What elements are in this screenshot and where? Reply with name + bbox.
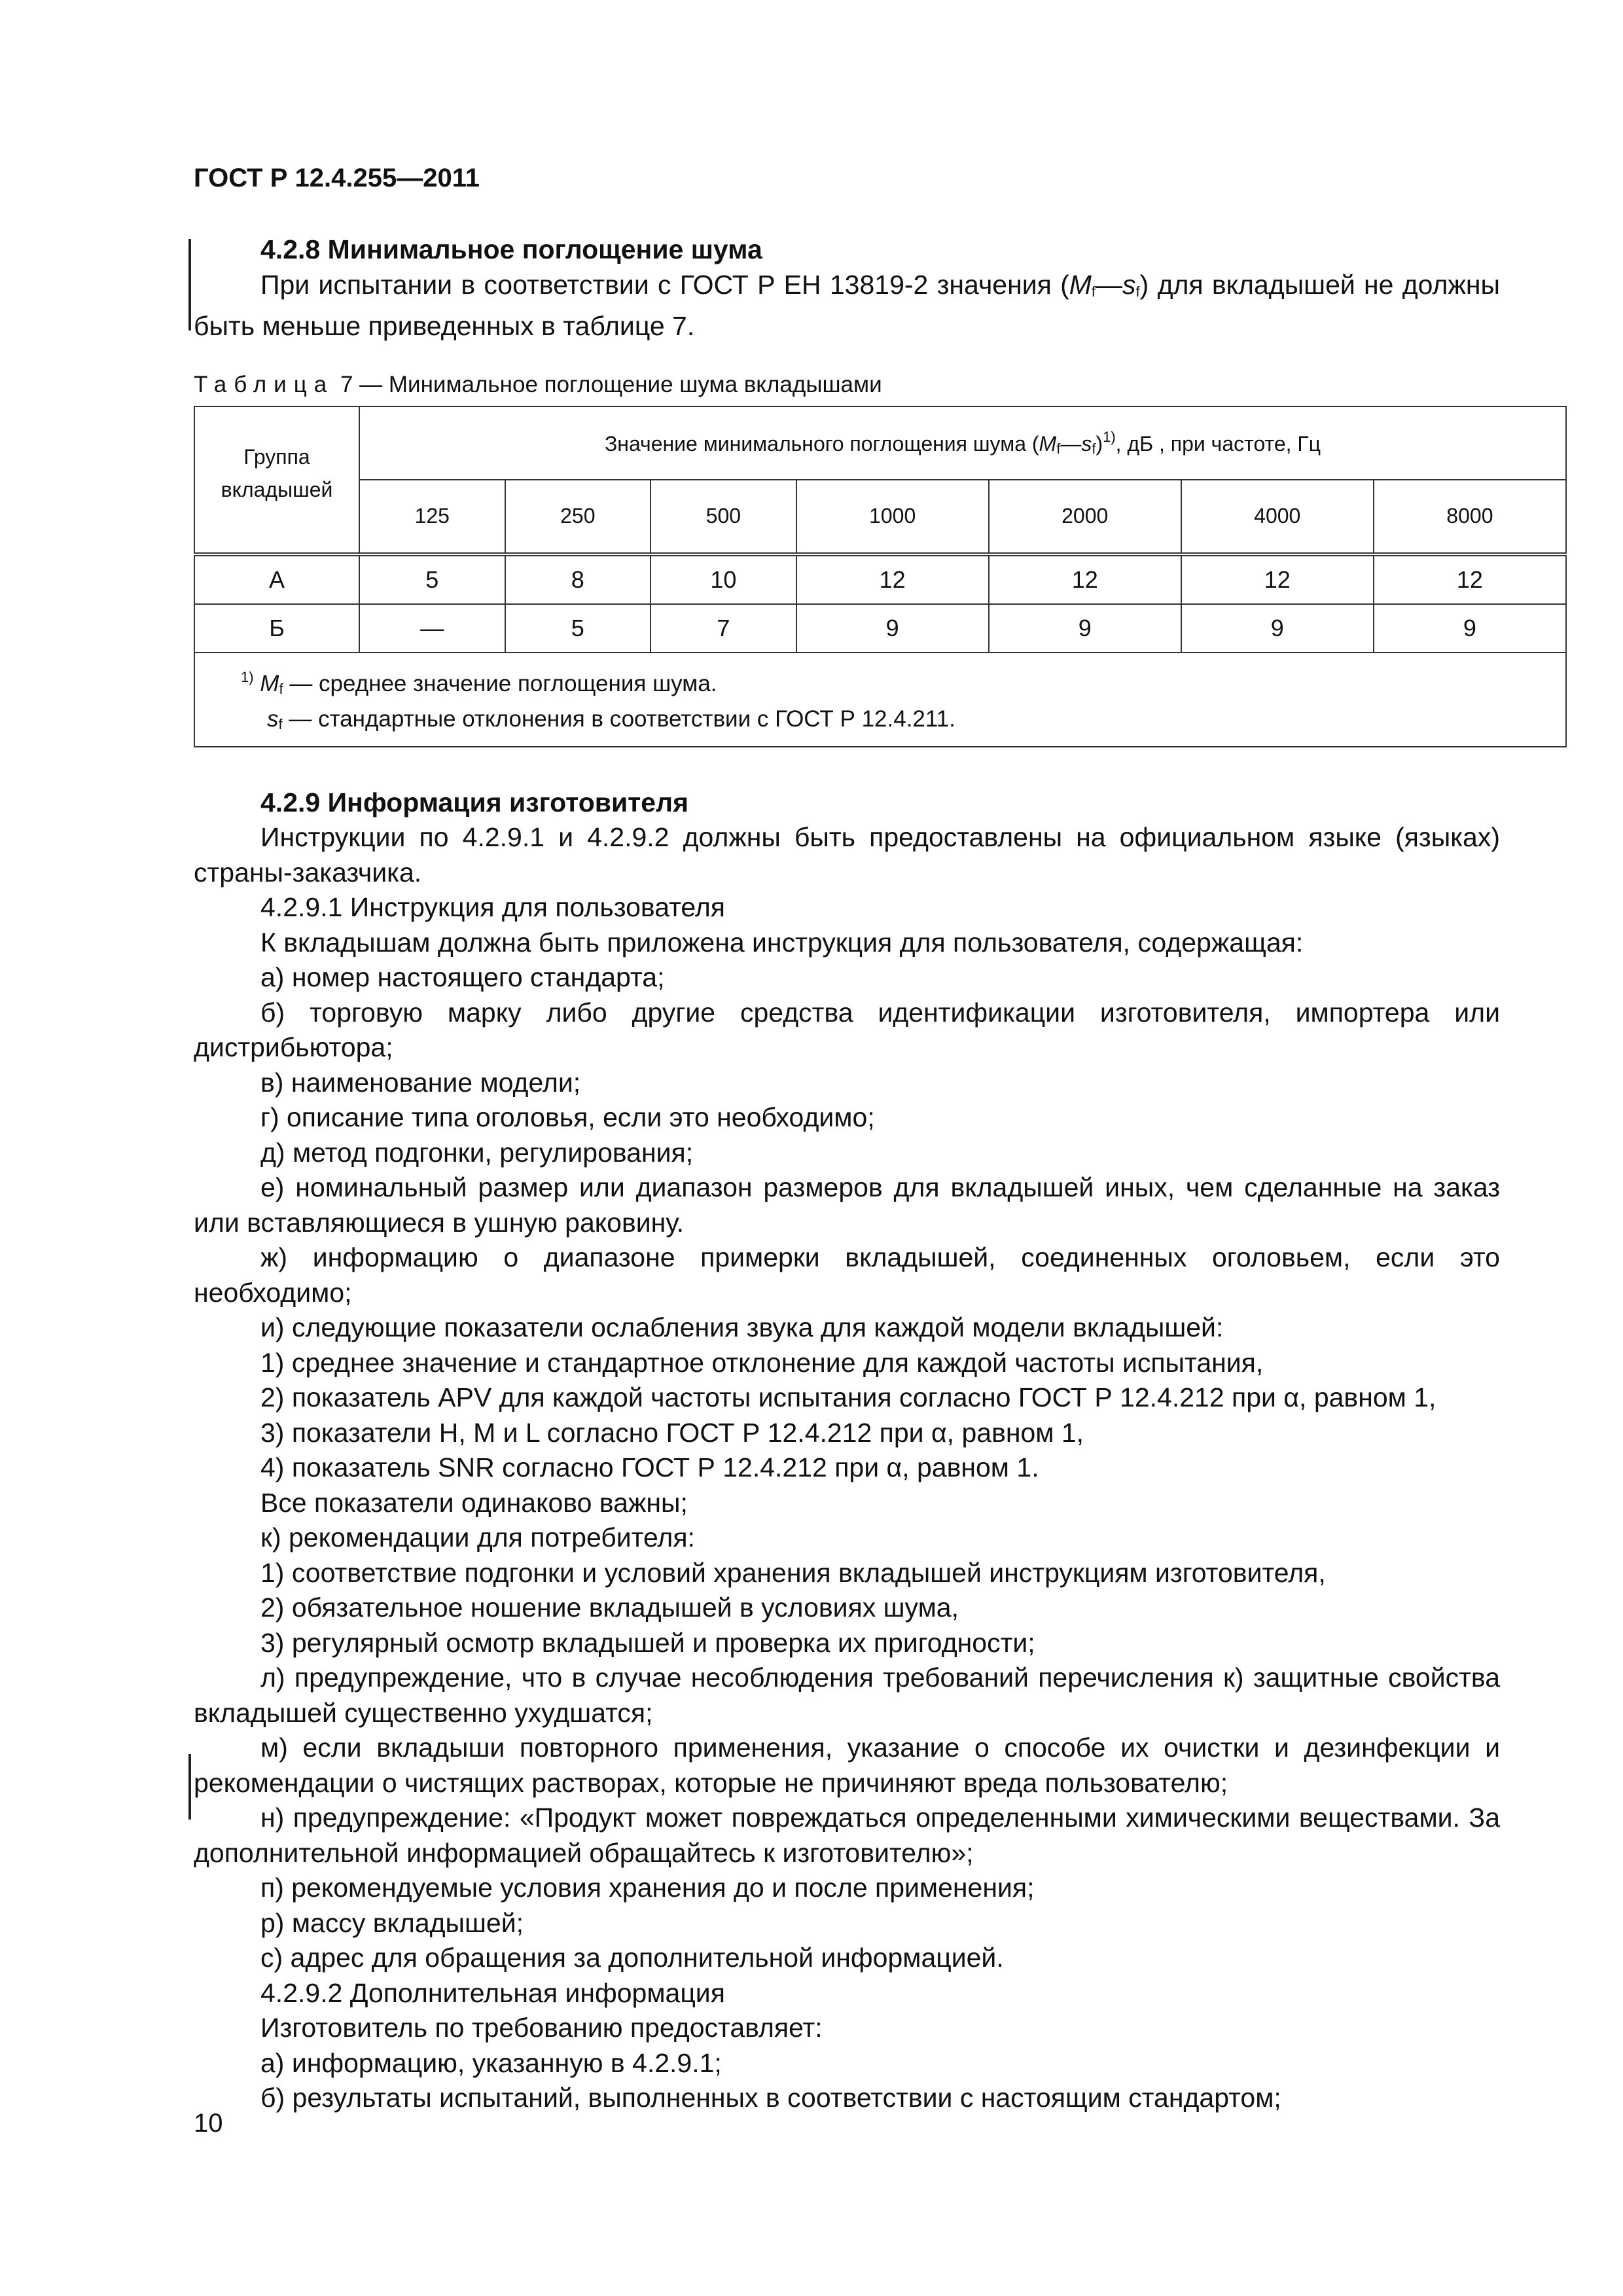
- list-item: м) если вкладыши повторного применения, указание о способе их очистки и дезинфекции и рекомендации о чистящих растворах, которые не причиняют вреда пользователю;: [194, 1732, 1500, 1798]
- section-4-2-9-title: 4.2.9 Информация изготовителя: [260, 787, 688, 817]
- list-item: а) номер настоящего стандарта;: [260, 962, 665, 992]
- section-4-2-8-paragraph: При испытании в соответствии с ГОСТ Р ЕН 13819-2 значения (Mf—sf) для вкладышей не должны быть меньше приведенных в таблице 7.: [194, 269, 1501, 341]
- list-item: р) массу вкладышей;: [260, 1907, 524, 1938]
- subsection-4-2-9-1-intro: К вкладышам должна быть приложена инструкция для пользователя, содержащая:: [260, 927, 1304, 958]
- value-cell: 7: [651, 604, 796, 653]
- value-cell: 9: [989, 604, 1181, 653]
- freq-header: 8000: [1374, 480, 1566, 554]
- table-row: [194, 604, 1566, 653]
- list-item: и) следующие показатели ослабления звука для каждой модели вкладышей:: [260, 1312, 1224, 1342]
- value-cell: 12: [1374, 554, 1566, 604]
- group-cell: Б: [194, 604, 359, 653]
- list-item: к) рекомендации для потребителя:: [260, 1522, 695, 1552]
- freq-header: 500: [651, 480, 796, 554]
- list-item: Все показатели одинаково важны;: [260, 1487, 688, 1518]
- page-body: [194, 232, 1500, 2116]
- list-item: н) предупреждение: «Продукт может повреждаться определенными химическими веществами. За дополнительной информацией обращайтесь к изготовителю»;: [194, 1803, 1500, 1868]
- list-item: 4) показатель SNR согласно ГОСТ Р 12.4.212 при α, равном 1.: [260, 1452, 1039, 1482]
- freq-header: 4000: [1181, 480, 1374, 554]
- list-item: п) рекомендуемые условия хранения до и после применения;: [260, 1873, 1035, 1903]
- list-item: 1) среднее значение и стандартное отклонение для каждой частоты испытания,: [260, 1347, 1264, 1378]
- list-item: 3) регулярный осмотр вкладышей и проверка их пригодности;: [260, 1627, 1035, 1658]
- list-item: 2) обязательное ношение вкладышей в условиях шума,: [260, 1592, 959, 1623]
- section-4-2-8-title: 4.2.8 Минимальное поглощение шума: [260, 234, 762, 264]
- value-cell: 9: [796, 604, 989, 653]
- list-item: б) результаты испытаний, выполненных в соответствии с настоящим стандартом;: [260, 2083, 1281, 2113]
- list-item: д) метод подгонки, регулирования;: [260, 1137, 694, 1168]
- list-item: с) адрес для обращения за дополнительной информацией.: [260, 1943, 1004, 1973]
- list-item: 2) показатель APV для каждой частоты испытания согласно ГОСТ Р 12.4.212 при α, равном 1,: [260, 1382, 1436, 1412]
- list-item: б) торговую марку либо другие средства идентификации изготовителя, импортера или дистрибьютора;: [194, 997, 1500, 1062]
- list-item: в) наименование модели;: [260, 1067, 581, 1098]
- note-line-1: $^{1)}$ Mf — среднее значение поглощения шума.: [241, 668, 717, 697]
- section-4-2-9-intro: Инструкции по 4.2.9.1 и 4.2.9.2 должны быть предоставлены на официальном языке (языках) страны-заказчика.: [194, 822, 1500, 888]
- value-cell: 12: [796, 554, 989, 604]
- group-header: Группа вкладышей: [194, 406, 359, 554]
- value-cell: 12: [989, 554, 1181, 604]
- list-item: е) номинальный размер или диапазон размеров для вкладышей иных, чем сделанные на заказ или вставляющиеся в ушную раковину.: [194, 1172, 1500, 1238]
- value-cell: 5: [359, 554, 505, 604]
- list-item: 3) показатели H, M и L согласно ГОСТ Р 12.4.212 при α, равном 1,: [260, 1417, 1084, 1448]
- freq-header: 250: [505, 480, 651, 554]
- subsection-4-2-9-2-title: 4.2.9.2 Дополнительная информация: [260, 1977, 725, 2008]
- list-item: 1) соответствие подгонки и условий хранения вкладышей инструкциям изготовителя,: [260, 1557, 1326, 1588]
- note-line-2: sf — стандартные отклонения в соответствии с ГОСТ Р 12.4.211.: [267, 706, 955, 732]
- change-bar-bottom: [188, 1754, 191, 1820]
- table-row: [194, 554, 1566, 604]
- value-cell: 9: [1374, 604, 1566, 653]
- value-cell: —: [359, 604, 505, 653]
- group-cell: А: [194, 554, 359, 604]
- list-item: г) описание типа оголовья, если это необходимо;: [260, 1102, 875, 1132]
- page-number: 10: [194, 2109, 223, 2138]
- table-7: [194, 406, 1567, 747]
- subsection-4-2-9-2-intro: Изготовитель по требованию предоставляет:: [260, 2013, 823, 2043]
- list-item: ж) информацию о диапазоне примерки вкладышей, соединенных оголовьем, если это необходимо;: [194, 1242, 1500, 1308]
- list-item: л) предупреждение, что в случае несоблюдения требований перечисления к) защитные свойства вкладышей существенно ухудшатся;: [194, 1662, 1500, 1728]
- document-code: ГОСТ Р 12.4.255—2011: [194, 164, 480, 192]
- value-cell: 8: [505, 554, 651, 604]
- table-7-note: [194, 653, 1566, 747]
- subsection-4-2-9-1-title: 4.2.9.1 Инструкция для пользователя: [260, 892, 725, 922]
- list-item: а) информацию, указанную в 4.2.9.1;: [260, 2047, 722, 2078]
- value-header: Значение минимального поглощения шума (Mf—sf)$^{1)}$, дБ , при частоте, Гц: [359, 406, 1566, 480]
- value-cell: 9: [1181, 604, 1374, 653]
- value-cell: 10: [651, 554, 796, 604]
- value-cell: 12: [1181, 554, 1374, 604]
- freq-header: 1000: [796, 480, 989, 554]
- value-cell: 5: [505, 604, 651, 653]
- table-7-caption: Таблица 7 — Минимальное поглощение шума вкладышами: [194, 371, 882, 397]
- freq-header: 125: [359, 480, 505, 554]
- change-bar-top: [188, 239, 191, 331]
- freq-header: 2000: [989, 480, 1181, 554]
